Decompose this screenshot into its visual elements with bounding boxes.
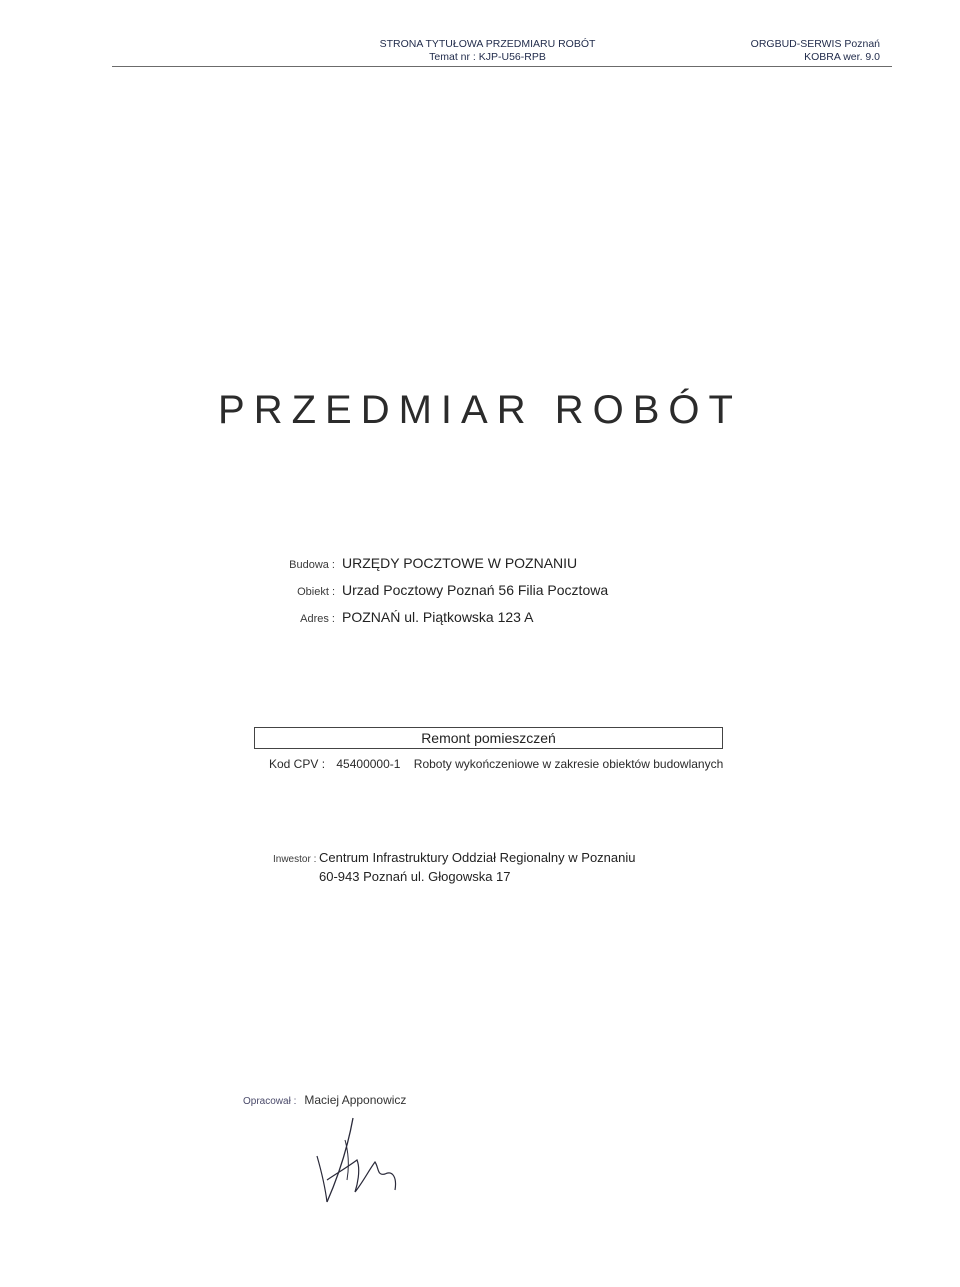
investor-block bbox=[273, 850, 635, 884]
header-divider bbox=[112, 66, 892, 67]
cpv-label: Kod CPV : bbox=[269, 757, 326, 771]
header-topic: Temat nr : KJP-U56-RPB bbox=[429, 51, 546, 63]
investor-name: Centrum Infrastruktury Oddział Regionalny w Poznaniu bbox=[319, 850, 636, 865]
info-row-budowa bbox=[230, 555, 608, 582]
scope-box: Remont pomieszczeń bbox=[254, 727, 723, 749]
header-software: KOBRA wer. 9.0 bbox=[804, 51, 880, 63]
cpv-description: Roboty wykończeniowe w zakresie obiektów budowlanych bbox=[413, 757, 724, 771]
info-row-adres bbox=[230, 609, 608, 636]
obiekt-label: Obiekt : bbox=[297, 586, 335, 598]
adres-label: Adres : bbox=[300, 613, 335, 625]
header-center bbox=[300, 38, 675, 64]
investor-row bbox=[273, 850, 635, 865]
cpv-line bbox=[269, 757, 723, 771]
adres-value: POZNAŃ ul. Piątkowska 123 A bbox=[342, 609, 534, 625]
signature-icon bbox=[305, 1110, 405, 1210]
prepared-label: Opracował : bbox=[243, 1096, 297, 1107]
header-doc-type: STRONA TYTUŁOWA PRZEDMIARU ROBÓT bbox=[379, 38, 596, 50]
prepared-name: Maciej Apponowicz bbox=[304, 1093, 407, 1107]
header-company: ORGBUD-SERWIS Poznań bbox=[750, 38, 880, 50]
obiekt-value: Urzad Pocztowy Poznań 56 Filia Pocztowa bbox=[342, 582, 609, 598]
info-row-obiekt bbox=[230, 582, 608, 609]
budowa-value: URZĘDY POCZTOWE W POZNANIU bbox=[342, 555, 578, 571]
page-title: PRZEDMIAR ROBÓT bbox=[218, 388, 742, 432]
prepared-by bbox=[243, 1093, 406, 1107]
investor-label: Inwestor : bbox=[273, 854, 317, 865]
investor-address: 60-943 Poznań ul. Głogowska 17 bbox=[319, 869, 511, 884]
cpv-code: 45400000-1 bbox=[336, 757, 401, 771]
budowa-label: Budowa : bbox=[289, 559, 335, 571]
project-info bbox=[230, 555, 608, 636]
header-right bbox=[751, 38, 880, 64]
